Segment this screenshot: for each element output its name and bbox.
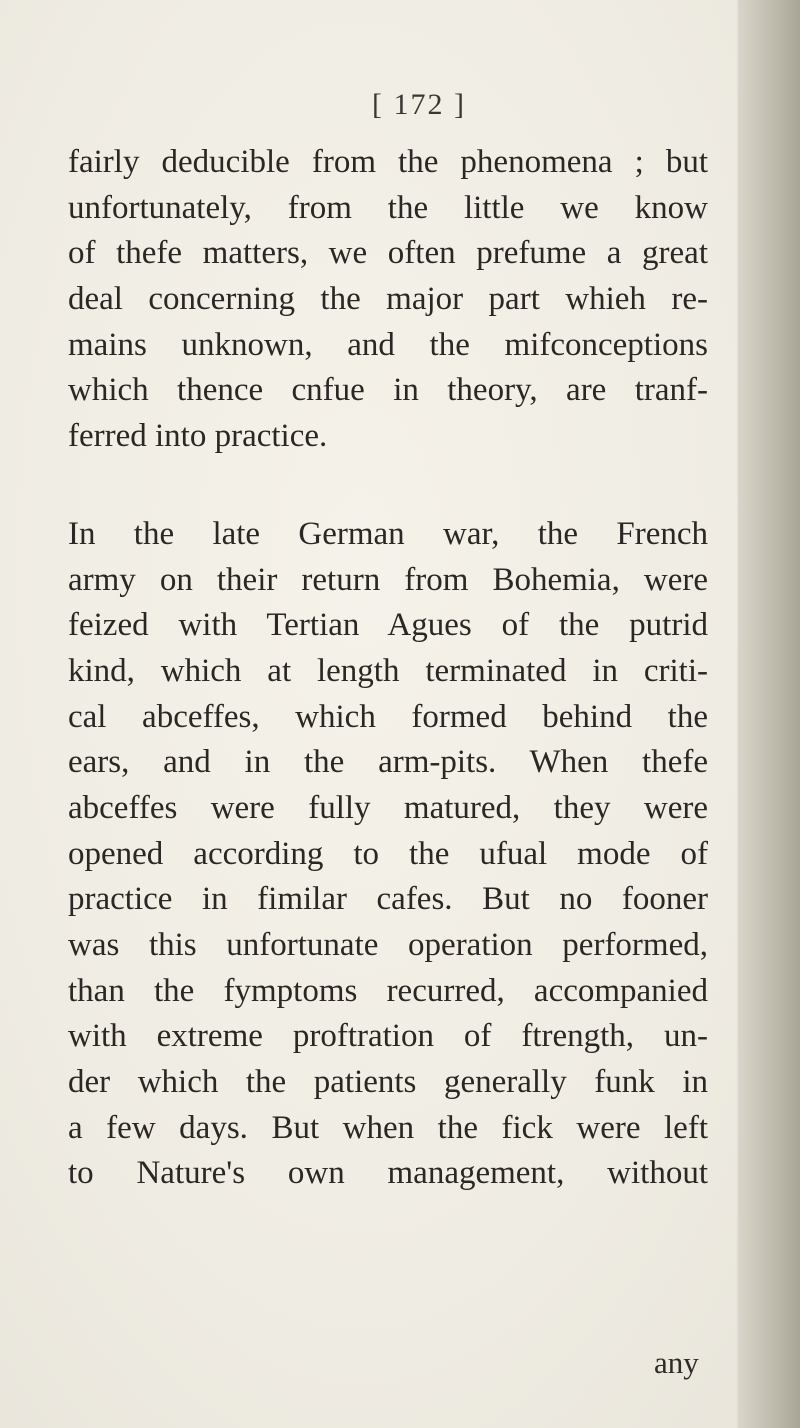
text-line: of thefe matters, we often prefume a great bbox=[68, 235, 708, 272]
text-line: army on their return from Bohemia, were bbox=[68, 561, 708, 598]
text-line: der which the patients generally funk in bbox=[68, 1064, 708, 1101]
text-line: cal abceffes, which formed behind the bbox=[68, 698, 708, 735]
paragraph-gap bbox=[68, 460, 708, 512]
text-line: ferred into practice. bbox=[68, 418, 328, 455]
text-line: with extreme proftration of ftrength, un- bbox=[68, 1018, 708, 1055]
text-line: was this unfortunate operation performed, bbox=[68, 927, 708, 963]
text-line: unfortunately, from the little we know bbox=[68, 189, 708, 226]
body-text bbox=[68, 140, 708, 1197]
page-number-header: [ 172 ] bbox=[372, 88, 466, 121]
text-line: to Nature's own management, without bbox=[68, 1155, 708, 1192]
text-line: practice in fimilar cafes. But no fooner bbox=[68, 881, 708, 918]
text-line: fairly deducible from the phenomena ; but bbox=[68, 144, 708, 180]
text-line: opened according to the ufual mode of bbox=[68, 835, 708, 872]
paragraph-2 bbox=[68, 512, 708, 1197]
text-line: feized with Tertian Agues of the putrid bbox=[68, 607, 708, 644]
catchword: any bbox=[654, 1345, 699, 1380]
text-line: deal concerning the major part whieh re- bbox=[68, 281, 708, 318]
binding-gutter bbox=[738, 0, 800, 1428]
paragraph-1 bbox=[68, 140, 708, 460]
text-line: abceffes were fully matured, they were bbox=[68, 789, 708, 826]
text-line: ears, and in the arm-pits. When thefe bbox=[68, 744, 708, 781]
text-line: In the late German war, the French bbox=[68, 515, 708, 552]
text-line: than the fymptoms recurred, accompanied bbox=[68, 972, 708, 1009]
text-line: a few days. But when the fick were left bbox=[68, 1109, 708, 1146]
text-line: which thence cnfue in theory, are tranf- bbox=[68, 372, 708, 409]
text-line: mains unknown, and the mifconceptions bbox=[68, 326, 708, 363]
text-line: kind, which at length terminated in criti- bbox=[68, 652, 708, 689]
